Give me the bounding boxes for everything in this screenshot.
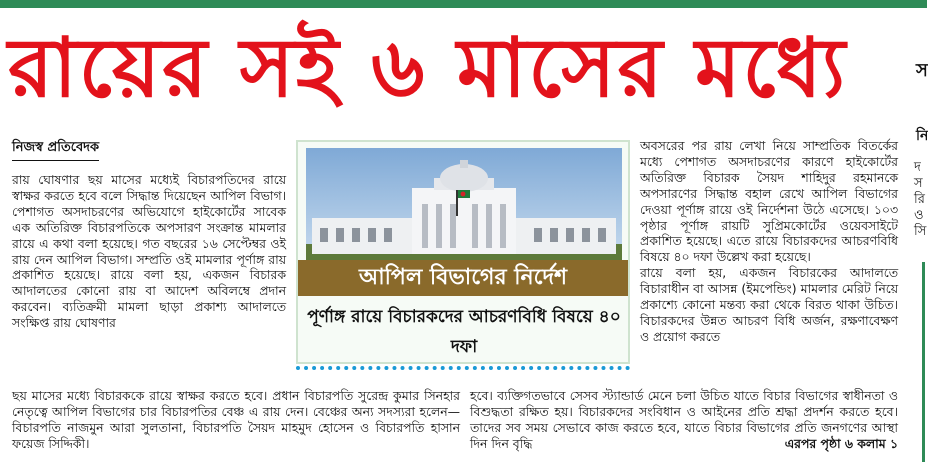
- headline: রায়ের সই ৬ মাসের মধ্যে: [8, 21, 848, 116]
- article-column-2: [640, 138, 898, 390]
- bottom-left-text: ছয় মাসের মধ্যে বিচারককে রায়ে স্বাক্ষর করতে হবে। প্রধান বিচারপতি সুরেন্দ্র কুমার সিনহার নেতৃত্বে আপিল বিভাগের চার বিচারপতির বেঞ্চ এ রায় দেন। বেঞ্চের অন্য সদস্যরা হলেন— বিচারপতি নাজমুন আরা সুলতানা, বিচারপতি সৈয়দ মাহমুদ হোসেন ও বিচারপতি হাসান ফয়েজ সিদ্দিকী।: [12, 388, 460, 451]
- column-1-text: রায় ঘোষণার ছয় মাসের মধ্যেই বিচারপতিদের রায়ে স্বাক্ষর করতে হবে বলে সিদ্ধান্ত দিয়েছেন আপিল বিভাগ। পেশাগত অসদাচরণের অভিযোগে হাইকোর্টের সাবেক এক অতিরিক্ত বিচারপতিকে অপসারণ সংক্রান্ত মামলার রায়ে এ কথা বলা হয়েছে। গত বছরের ১৬ সেপ্টেম্বর ওই রায় দেন আপিল বিভাগ। সম্প্রতি ওই মামলার পূর্ণাঙ্গ রায় প্রকাশিত হয়েছে। রায়ে বলা হয়, একজন বিচারক আদালতের কোনো রায় বা আদেশ অবিলম্বে প্রদান করবেন। ব্যতিক্রমী মামলা ছাড়া প্রকাশ্য আদালতে সংক্ষিপ্ত রায় ঘোষণার: [12, 172, 286, 331]
- article-bottom-left: [12, 388, 460, 454]
- continued-on-page-link[interactable]: এরপর পৃষ্ঠা ৬ কলাম ১: [784, 435, 898, 451]
- article-bottom-right: [470, 388, 898, 454]
- edge-fragment-2: নি: [916, 128, 928, 144]
- column-2-text-b: রায়ে বলা হয়, একজন বিচারকের আদালতে বিচারাধীন বা আসন্ন (ইমপেন্ডিং) মামলার মেরিট নিয়ে প্রকাশ্যে কোনো মন্তব্য করা থেকে বিরত থাকা উচিত। বিচারকদের উন্নত আচরণ বিধি অর্জন, রক্ষণাবেক্ষণ ও প্রয়োগ করতে: [640, 265, 898, 344]
- top-rule: [0, 0, 927, 8]
- dotted-divider: [296, 366, 630, 378]
- edge-rule: [922, 262, 925, 462]
- reporter-byline: নিজস্ব প্রতিবেদক: [12, 138, 99, 161]
- photo-banner: আপিল বিভাগের নির্দেশ: [298, 260, 628, 296]
- edge-fragment-3: দ স রি ও সি: [914, 160, 927, 239]
- bottom-right-text: হবে। ব্যক্তিগতভাবে সেসব স্ট্যান্ডার্ড মেনে চলা উচিত যাতে বিচার বিভাগের স্বাধীনতা ও বিশুদ্ধতা রক্ষিত হয়। বিচারকদের সংবিধান ও আইনের প্রতি শ্রদ্ধা প্রদর্শন করতে হবে। তাদের সব সময় সেভাবে কাজ করতে হবে, যাতে বিচার বিভাগের প্রতি জনগণের আস্থা দিন দিন বৃদ্ধি: [470, 388, 898, 451]
- photo-caption: পূর্ণাঙ্গ রায়ে বিচারকদের আচরণবিধি বিষয়ে ৪০ দফা: [307, 307, 621, 357]
- column-2-text: অবসরের পর রায় লেখা নিয়ে সাম্প্রতিক বিতর্কের মধ্যে পেশাগত অসদাচরণের কারণে হাইকোর্টের অতিরিক্ত বিচারক সৈয়দ শাহিদুর রহমানকে অপসারণের সিদ্ধান্ত বহাল রেখে আপিল বিভাগের দেওয়া পূর্ণাঙ্গ রায়ে ওই নির্দেশনা উঠে এসেছে। ১০৩ পৃষ্ঠার পূর্ণাঙ্গ রায়টি সুপ্রিমকোর্টের ওয়েবসাইটে প্রকাশিত হয়েছে। এতে রায়ে বিচারকদের আচরণবিধি বিষয়ে ৪০ দফা উল্লেখ করা হয়েছে।: [640, 138, 898, 265]
- photo-box: [296, 140, 630, 364]
- adjacent-column-fragment: [912, 0, 927, 468]
- article-column-1: [12, 172, 286, 396]
- edge-fragment-1: স: [916, 60, 928, 81]
